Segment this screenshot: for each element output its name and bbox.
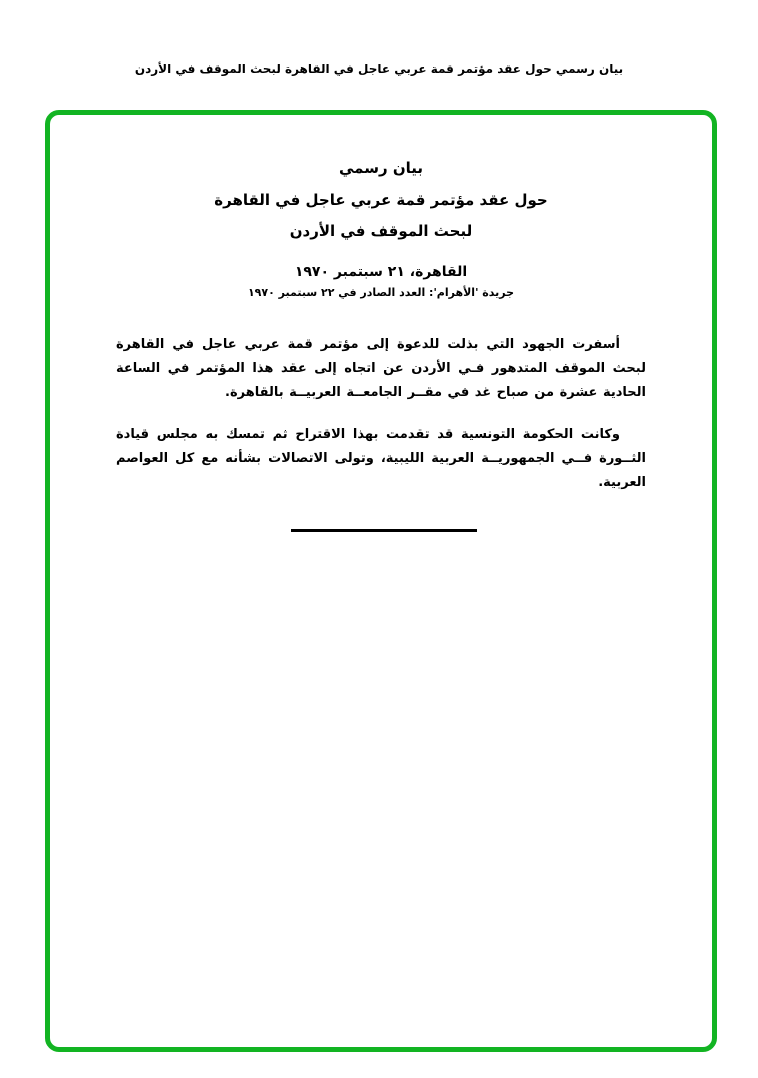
document-title-line-2: حول عقد مؤتمر قمة عربي عاجل في القاهرة bbox=[214, 190, 548, 209]
title-block bbox=[116, 153, 646, 248]
paragraph-2: وكانت الحكومة التونسية قد تقدمت بهذا الاقتراح ثم تمسك به مجلس قيادة الثــورة فــي الجمهوريــة العربية الليبية، وتولى الاتصالات بشأنه مع كل العواصم العربية. bbox=[116, 426, 646, 490]
source-citation: جريدة 'الأهرام': العدد الصادر في ٢٢ سبتمبر ١٩٧٠ bbox=[247, 285, 515, 299]
body-text bbox=[116, 333, 646, 495]
document-content bbox=[50, 115, 712, 1047]
paragraph-1: أسفرت الجهود التي بذلت للدعوة إلى مؤتمر قمة عربي عاجل في القاهرة لبحث الموقف المتدهور فـي الأردن عن اتجاه إلى عقد هذا المؤتمر في الساعة الحادية عشرة من صباح غد في مقــر الجامعــة العربيــة بالقاهرة. bbox=[116, 336, 646, 400]
section-divider-rule bbox=[291, 529, 477, 532]
green-border-frame bbox=[45, 110, 717, 1052]
page-header-title: بيان رسمي حول عقد مؤتمر قمة عربي عاجل في القاهرة لبحث الموقف في الأردن bbox=[134, 62, 624, 76]
document-title-line-3: لبحث الموقف في الأردن bbox=[289, 222, 473, 240]
document-title-line-1: بيان رسمي bbox=[338, 159, 424, 177]
dateline: القاهرة، ٢١ سبتمبر ١٩٧٠ bbox=[294, 263, 468, 280]
